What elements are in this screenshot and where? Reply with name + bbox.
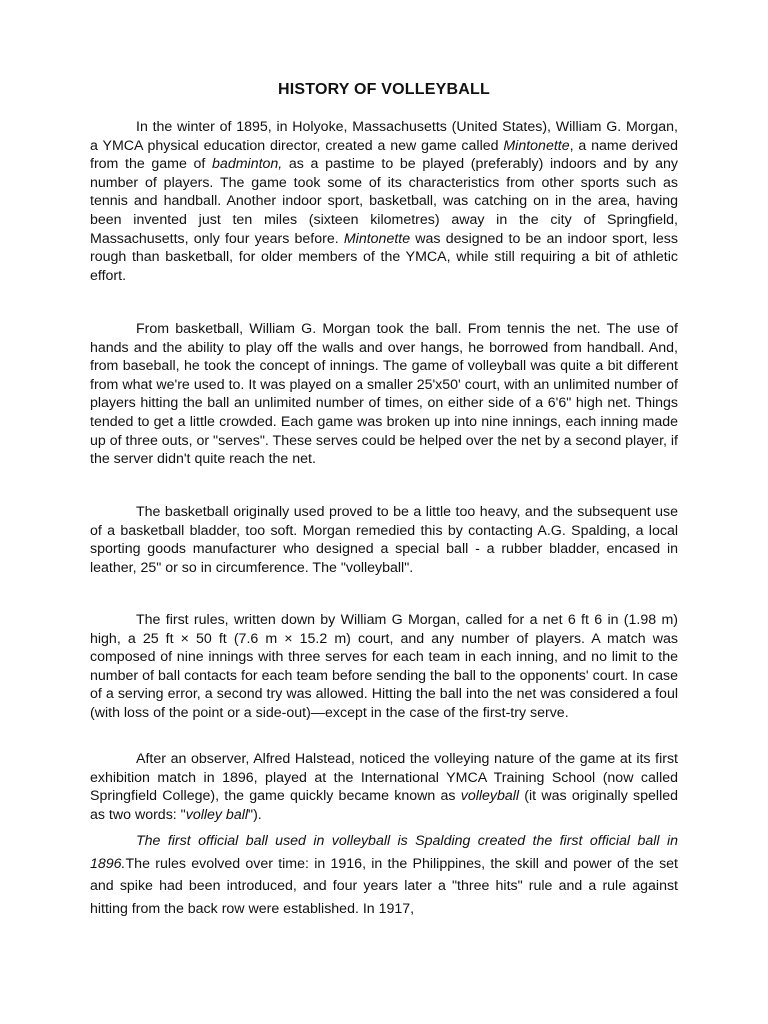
p1-text-d: was designed to be an indoor sport, less rough than basketball, for older members of the YMCA, while still requiring a bit of athletic effort. xyxy=(90,230,678,284)
p1-text-c: as a pastime to be played (preferably) indoors and by any number of players. The game took some of its characteristics from other sports such as tennis and handball. Another indoor sport, basketball, was catching on in the area, having been invented just ten miles (sixteen kilometres) away in the city of Springfield, Massachusetts, only four years before. xyxy=(90,156,679,247)
p1-mintonette: Mintonette xyxy=(503,137,570,154)
paragraph-5-text xyxy=(90,750,678,824)
p1-text-b: , a name derived from the game of xyxy=(90,137,678,173)
paragraph-2 xyxy=(90,320,678,469)
paragraph-3 xyxy=(90,503,678,577)
p5-text-c: "). xyxy=(248,806,262,823)
p6-rest: The rules evolved over time: in 1916, in the Philippines, the skill and power of the set and spike had been introduced, and four years later a "three hits" rule and a rule against hitting from the back row were established. In 1917, xyxy=(90,855,678,917)
paragraph-4 xyxy=(90,611,678,723)
paragraph-6-text xyxy=(90,830,678,920)
paragraph-5 xyxy=(90,750,678,824)
p5-text-a: After an observer, Alfred Halstead, noticed the volleying nature of the game at its first exhibition match in 1896, played at the International YMCA Training School (now called Springfield College), the game quickly became known as xyxy=(90,751,678,805)
paragraph-3-text: The basketball originally used proved to be a little too heavy, and the subsequent use of a basketball bladder, too soft. Morgan remedied this by contacting A.G. Spalding, a local sporting goods manufacturer who designed a special ball - a rubber bladder, encased in leather, 25" or so in circumference. The "volleyball". xyxy=(90,504,678,576)
p1-badminton: badminton, xyxy=(212,156,283,173)
paragraph-1 xyxy=(90,118,678,285)
page-title: HISTORY OF VOLLEYBALL xyxy=(278,81,490,98)
paragraph-2-text: From basketball, William G. Morgan took the ball. From tennis the net. The use of hands and the ability to play off the walls and over hangs, he borrowed from handball. And, from baseball, he took the concept of innings. The game of volleyball was quite a bit different from what we're used to. It was played on a smaller 25'x50' court, with an unlimited number of players hitting the ball an unlimited number of times, on either side of a 6'6" high net. Things tended to get a little crowded. Each game was broken up into nine innings, each inning made up of three outs, or "serves". These serves could be helped over the net by a second player, if the server didn't quite reach the net. xyxy=(90,321,678,468)
p5-text-b: (it was originally spelled as two words: " xyxy=(90,788,678,823)
paragraph-6 xyxy=(90,830,678,920)
p5-volley-ball: volley ball xyxy=(185,806,249,823)
p5-volleyball: volleyball xyxy=(460,788,520,805)
paragraph-4-text: The first rules, written down by William G Morgan, called for a net 6 ft 6 in (1.98 m) high, a 25 ft × 50 ft (7.6 m × 15.2 m) court, and any number of players. A match was composed of nine innings with three serves for each team in each inning, and no limit to the number of ball contacts for each team before sending the ball to the opponents' court. In case of a serving error, a second try was allowed. Hitting the ball into the net was considered a foul (with loss of the point or a side-out)—except in the case of the first-try serve. xyxy=(90,612,678,721)
p1-mintonette-2: Mintonette xyxy=(343,230,411,247)
p1-text-a: In the winter of 1895, in Holyoke, Massachusetts (United States), William G. Morgan, a YMCA physical education director, created a new game called xyxy=(90,119,678,154)
p6-italic: The first official ball used in volleyball is Spalding created the first official ball in 1896. xyxy=(90,833,678,872)
paragraph-1-text xyxy=(90,118,678,285)
